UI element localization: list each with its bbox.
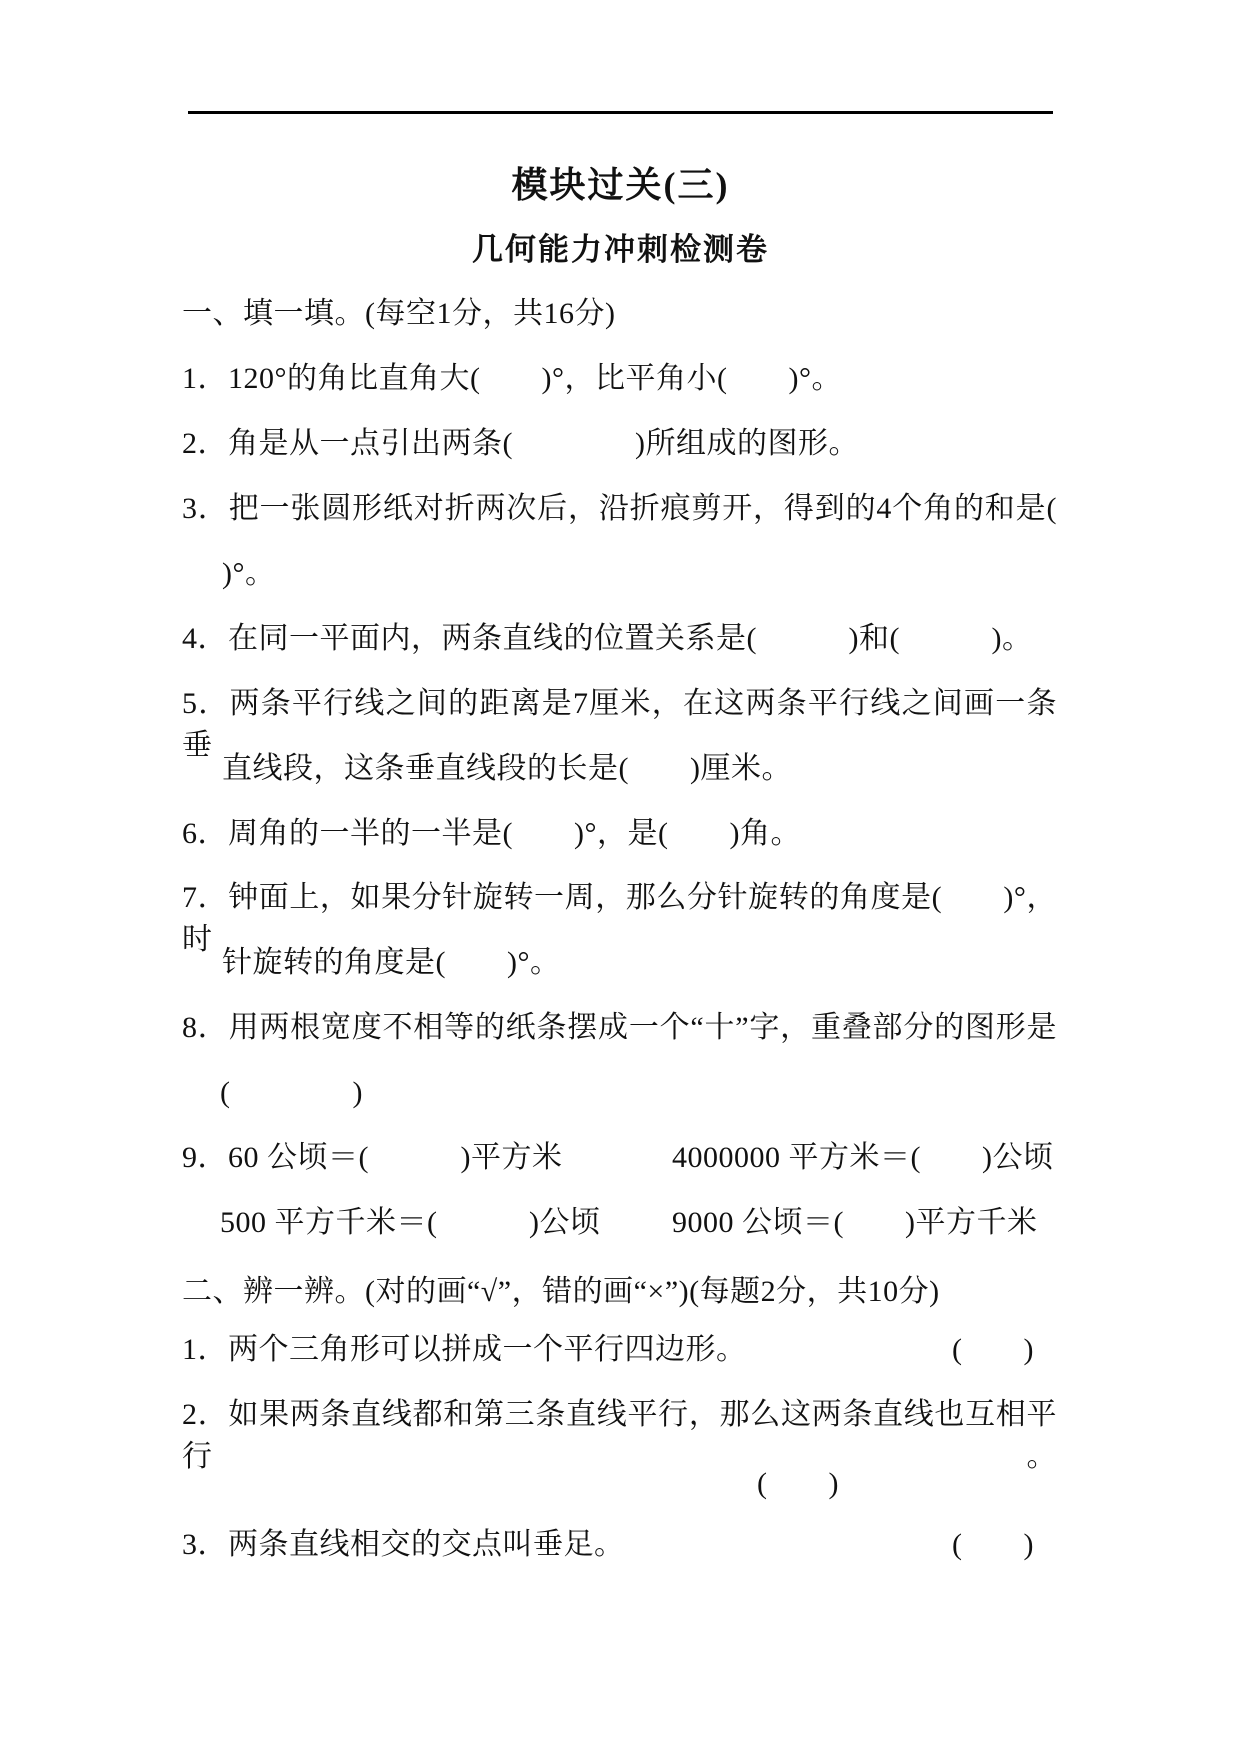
fill-q5-line1: 5．两条平行线之间的距离是7厘米，在这两条平行线之间画一条垂	[182, 687, 1057, 762]
fill-q1: 1．120°的角比直角大( )°，比平角小( )°。	[182, 362, 842, 395]
section2-heading: 二、辨一辨。(对的画“√”，错的画“×”)(每题2分，共10分)	[182, 1275, 940, 1308]
fill-q8-line1: 8．用两根宽度不相等的纸条摆成一个“十”字，重叠部分的图形是	[182, 1011, 1057, 1044]
fill-q3-line1: 3．把一张圆形纸对折两次后，沿折痕剪开，得到的4个角的和是(	[182, 492, 1057, 525]
fill-q6: 6．周角的一半的一半是( )°，是( )角。	[182, 817, 801, 850]
judge-q3-answer-blank: ( )	[952, 1528, 1034, 1561]
page-subtitle: 几何能力冲刺检测卷	[472, 232, 769, 267]
fill-q9-row2-col2: 9000 公顷＝( )平方千米	[672, 1206, 1038, 1239]
fill-q9-row1-col2: 4000000 平方米＝( )公顷	[672, 1141, 1054, 1174]
fill-q9-row2-col1: 500 平方千米＝( )公顷	[220, 1206, 601, 1239]
page-title: 模块过关(三)	[511, 165, 730, 205]
fill-q9-row1-col1: 9．60 公顷＝( )平方米	[182, 1141, 563, 1174]
fill-q7-line2: 针旋转的角度是( )°。	[222, 946, 561, 979]
fill-q5-line2: 直线段，这条垂直线段的长是( )厘米。	[222, 752, 792, 785]
judge-q1: 1．两个三角形可以拼成一个平行四边形。	[182, 1333, 747, 1366]
fill-q2: 2．角是从一点引出两条( )所组成的图形。	[182, 427, 859, 460]
section1-heading: 一、填一填。(每空1分，共16分)	[182, 297, 616, 330]
fill-q7-line1: 7．钟面上，如果分针旋转一周，那么分针旋转的角度是( )°，时	[182, 881, 1057, 956]
header-divider-rule	[188, 111, 1053, 114]
judge-q1-answer-blank: ( )	[952, 1333, 1034, 1366]
judge-q2-answer-blank: ( )	[757, 1467, 839, 1500]
fill-q8-answer-blank: ( )	[220, 1076, 363, 1109]
fill-q4: 4．在同一平面内，两条直线的位置关系是( )和( )。	[182, 622, 1033, 655]
fill-q3-line2: )°。	[222, 557, 276, 590]
judge-q2: 2．如果两条直线都和第三条直线平行，那么这两条直线也互相平行。	[182, 1398, 1057, 1473]
judge-q3: 3．两条直线相交的交点叫垂足。	[182, 1528, 625, 1561]
